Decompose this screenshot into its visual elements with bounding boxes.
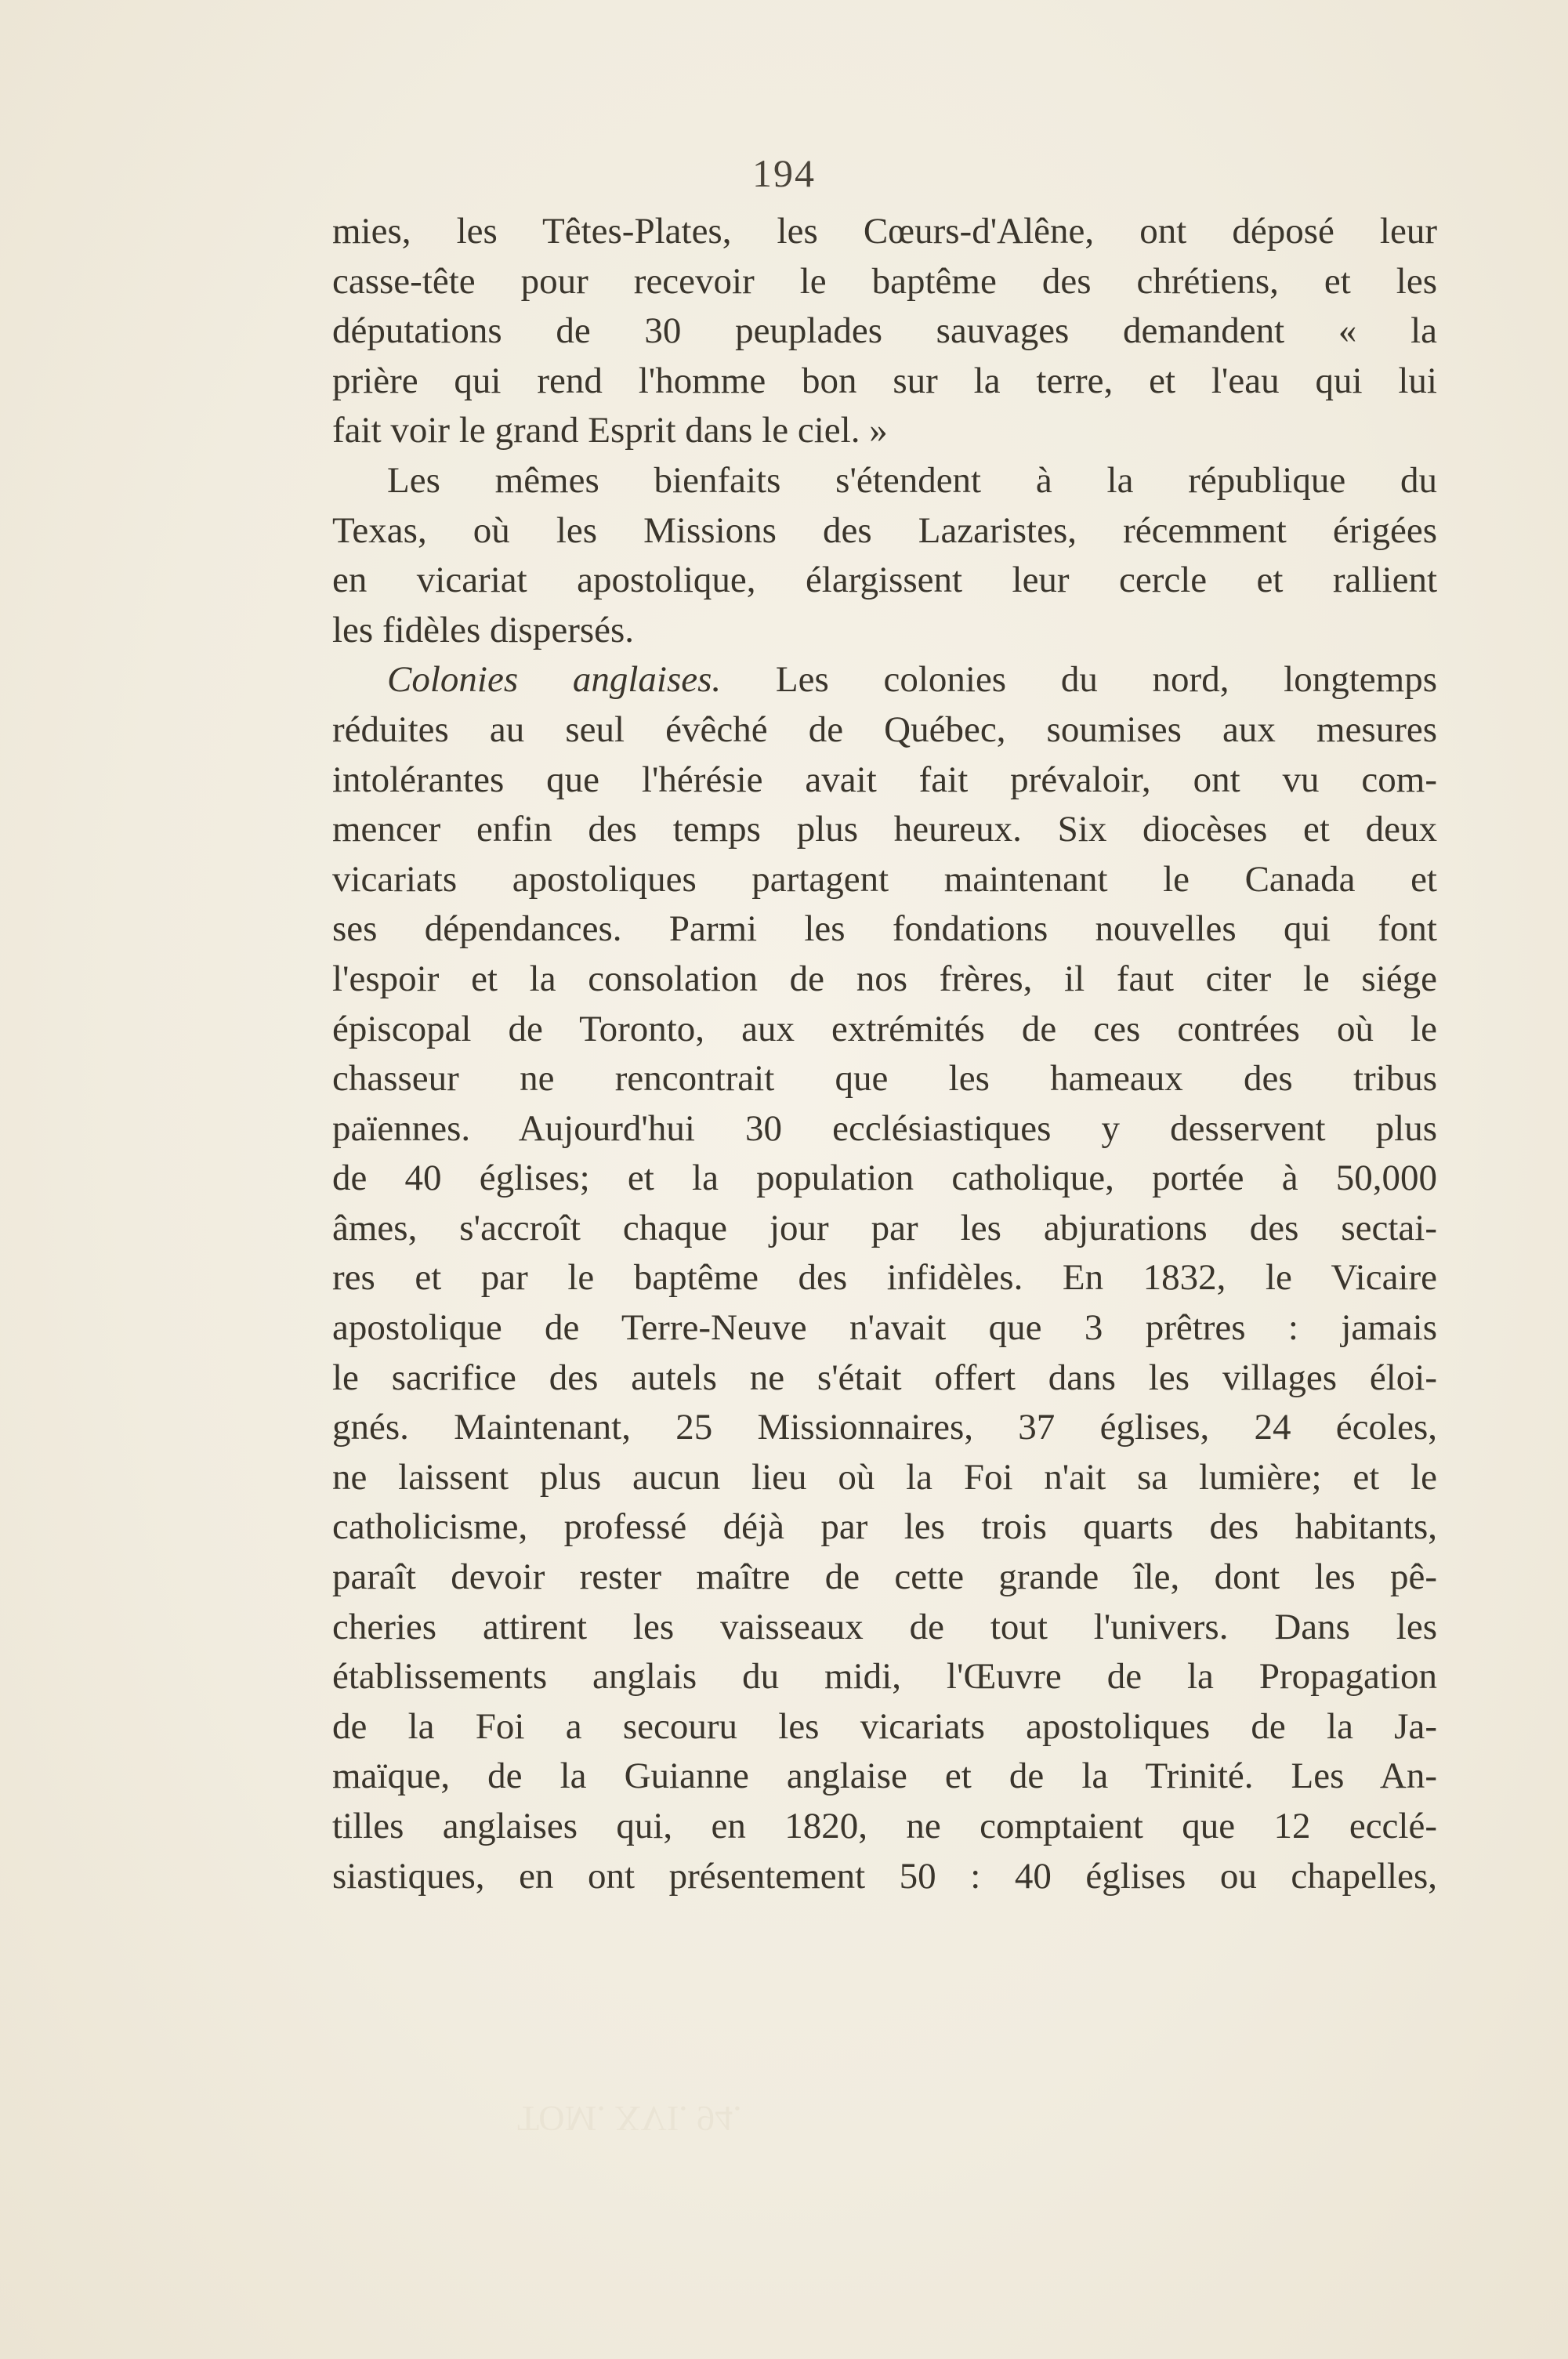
text-line: cheries attirent les vaisseaux de tout l'univers. Dans les <box>332 1606 1437 1647</box>
text-line: siastiques, en ont présentement 50 : 40 églises ou chapelles, <box>332 1855 1437 1897</box>
text-line: députations de 30 peuplades sauvages demandent « la <box>332 310 1437 352</box>
text-line: établissements anglais du midi, l'Œuvre de la Propagation <box>332 1656 1437 1698</box>
text-line: intolérantes que l'hérésie avait fait prévaloir, ont vu com- <box>332 759 1437 800</box>
body-text <box>332 207 1437 1901</box>
text-line: ses dépendances. Parmi les fondations nouvelles qui font <box>332 908 1437 950</box>
page-number: 194 <box>752 151 816 195</box>
text-line: chasseur ne rencontrait que les hameaux des tribus <box>332 1058 1437 1100</box>
text-line: Les mêmes bienfaits s'étendent à la république du <box>387 459 1437 501</box>
text-line: catholicisme, professé déjà par les trois quarts des habitants, <box>332 1506 1437 1548</box>
text-line: mies, les Têtes-Plates, les Cœurs-d'Alêne, ont déposé leur <box>332 211 1437 252</box>
text-line: casse-tête pour recevoir le baptême des chrétiens, et les <box>332 260 1437 302</box>
text-line: l'espoir et la consolation de nos frères, il faut citer le siége <box>332 958 1437 999</box>
section-heading: Colonies anglaises. <box>387 659 722 701</box>
text-line: de la Foi a secouru les vicariats apostoliques de la Ja- <box>332 1705 1437 1747</box>
text-line: épiscopal de Toronto, aux extrémités de ces contrées où le <box>332 1008 1437 1049</box>
text-line: mencer enfin des temps plus heureux. Six diocèses et deux <box>332 809 1437 850</box>
text-line: apostolique de Terre-Neuve n'avait que 3 prêtres : jamais <box>332 1307 1437 1349</box>
text-line: ne laissent plus aucun lieu où la Foi n'ait sa lumière; et le <box>332 1456 1437 1498</box>
text-line: païennes. Aujourd'hui 30 ecclésiastiques y desservent plus <box>332 1107 1437 1149</box>
text-line: fait voir le grand Esprit dans le ciel. » <box>332 410 888 451</box>
text-line: Texas, où les Missions des Lazaristes, récemment érigées <box>332 509 1437 551</box>
text-line: les fidèles dispersés. <box>332 609 635 650</box>
text-line: res et par le baptême des infidèles. En 1832, le Vicaire <box>332 1257 1437 1299</box>
text-line: le sacrifice des autels ne s'était offert dans les villages éloi- <box>332 1357 1437 1398</box>
text-line: prière qui rend l'homme bon sur la terre, et l'eau qui lui <box>332 360 1437 401</box>
text-line: gnés. Maintenant, 25 Missionnaires, 37 églises, 24 écoles, <box>332 1407 1437 1448</box>
text-line: réduites au seul évêché de Québec, soumises aux mesures <box>332 708 1437 750</box>
text-line: vicariats apostoliques partagent maintenant le Canada et <box>332 858 1437 900</box>
text-line: âmes, s'accroît chaque jour par les abjurations des sectai- <box>332 1207 1437 1248</box>
bleed-through-text: TOM. XVI. 94. <box>517 2099 742 2139</box>
text-line: paraît devoir rester maître de cette grande île, dont les pê- <box>332 1556 1437 1598</box>
text-line: maïque, de la Guianne anglaise et de la Trinité. Les An- <box>332 1756 1437 1797</box>
text-line: de 40 églises; et la population catholique, portée à 50,000 <box>332 1158 1437 1199</box>
text-line: tilles anglaises qui, en 1820, ne comptaient que 12 ecclé- <box>332 1806 1437 1846</box>
text-line: Colonies anglaises. Les colonies du nord, longtemps <box>387 659 1437 701</box>
text-line: en vicariat apostolique, élargissent leur cercle et rallient <box>332 560 1437 601</box>
